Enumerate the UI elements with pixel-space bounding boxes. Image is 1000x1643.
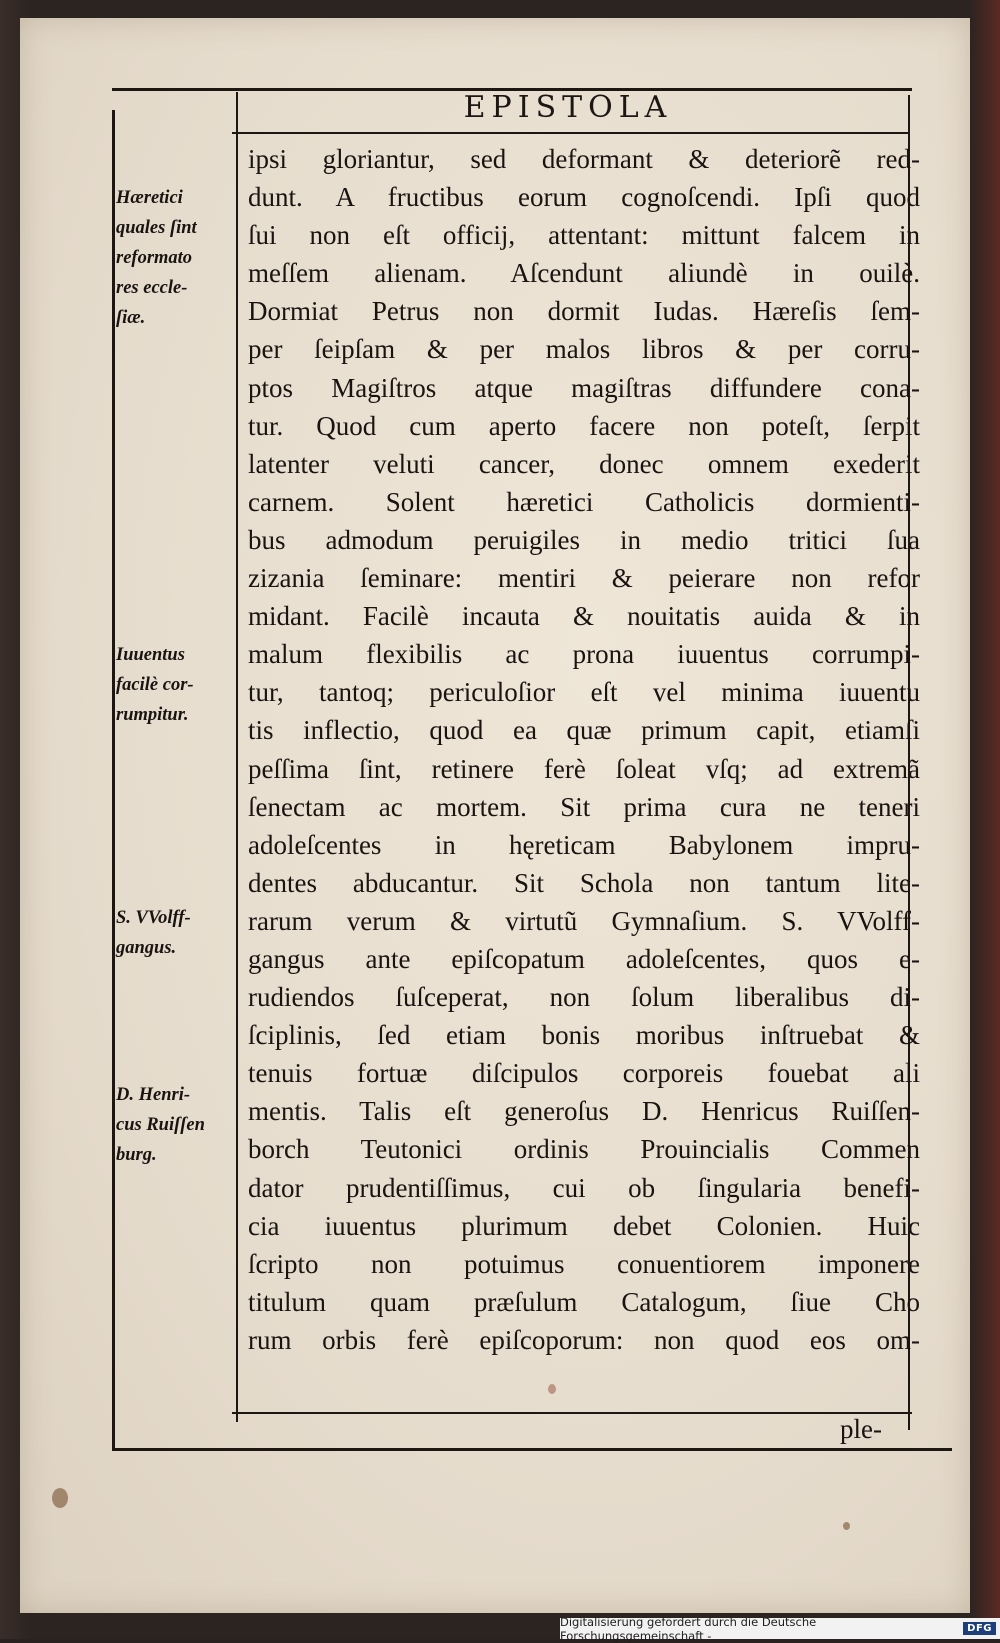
margin-note-line: Hæretici [116,188,183,208]
text-line: meſſem alienam. Aſcendunt aliundè in ouilè. [248,258,920,289]
text-line: tur. Quod cum aperto facere non poteſt, ſerpit [248,410,920,441]
paper-stain [843,1522,850,1530]
text-line: borch Teutonici ordinis Prouincialis Commen [248,1134,920,1165]
text-line: ſui non eſt officij, attentant: mittunt falcem in [248,220,920,251]
margin-note-henricus [116,1080,240,1170]
dfg-logo: DFG [963,1622,996,1635]
bottom-rule-long [112,1448,952,1451]
text-line: per ſeipſam & per malos libros & per corru- [248,334,920,365]
text-line: Dormiat Petrus non dormit Iudas. Hæreſis ſem- [248,296,920,327]
text-line: ptos Magiſtros atque magiſtras diffundere cona- [248,372,920,403]
text-line: rudiendos ſuſceperat, non ſolum liberalibus di- [248,982,920,1013]
text-line: rarum verum & virtutũ Gymnaſium. S. VVolff- [248,905,920,936]
text-line: mentis. Talis eſt generoſus D. Henricus Ruiſſen- [248,1096,920,1127]
margin-note-line: res eccle- [116,278,188,298]
text-line: cia iuuentus plurimum debet Colonien. Huic [248,1210,920,1241]
body-text [248,140,920,1359]
text-line: ipsi gloriantur, sed deformant & deteriorẽ red- [248,144,920,174]
text-line: ſcripto non potuimus conuentiorem imponere [248,1248,920,1279]
text-line: ſenectam ac mortem. Sit prima cura ne teneri [248,791,920,822]
text-line: malum flexibilis ac prona iuuentus corrumpi- [248,639,920,670]
margin-note-line: quales ſint [116,218,197,238]
margin-note-line: burg. [116,1145,157,1165]
bottom-rule [232,1412,912,1414]
text-line: dentes abducantur. Sit Schola non tantum lite- [248,867,920,898]
paper-stain [548,1384,556,1394]
text-line: ſciplinis, ſed etiam bonis moribus inſtruebat & [248,1020,920,1051]
text-line: tur, tantoq; periculoſior eſt vel minima iuuentu [248,677,920,708]
text-line: carnem. Solent hæretici Catholicis dormienti- [248,486,920,517]
margin-note-line: reformato [116,248,193,268]
margin-note-line: ſiæ. [116,308,146,328]
text-line: latenter veluti cancer, donec omnem exederit [248,448,920,479]
margin-note-line: Iuuentus [116,645,185,665]
text-line: bus admodum peruigiles in medio tritici ſua [248,524,920,555]
text-line: rum orbis ferè epiſcoporum: non quod eos om- [248,1324,920,1355]
text-line: titulum quam præſulum Catalogum, ſiue Cho [248,1286,920,1317]
margin-note-line: S. VVolff- [116,908,191,928]
text-line: tis inflectio, quod ea quæ primum capit, etiamſi [248,715,920,746]
text-line: dunt. A fructibus eorum cognoſcendi. Ipſi quod [248,182,920,213]
paper-stain [52,1488,68,1508]
margin-note-line: facilè cor- [116,675,194,695]
margin-note-haeretici [116,183,240,333]
margin-note-wolffgangus [116,903,240,963]
margin-note-line: cus Ruiſſen [116,1115,205,1135]
footer-text: Digitalisierung gefördert durch die Deutsche Forschungsgemeinschaft - [560,1614,817,1643]
margin-note-line: D. Henri- [116,1085,190,1105]
running-head: EPISTOLA [463,90,673,125]
digitization-footer [560,1614,1000,1643]
text-line: dator prudentiſſimus, cui ob ſingularia benefi- [248,1172,920,1203]
margin-note-iuuentus [116,640,240,730]
text-line: midant. Facilè incauta & nouitatis auida & in [248,601,920,632]
margin-note-line: gangus. [116,938,177,958]
text-line: zizania ſeminare: mentiri & peierare non refor [248,563,920,594]
text-line: adoleſcentes in hęreticam Babylonem impru- [248,829,920,860]
margin-border-left [112,110,115,1450]
margin-note-line: rumpitur. [116,705,189,725]
text-line: peſſima ſint, retinere ferè ſoleat vſq; ad extremã [248,753,920,784]
text-line: gangus ante epiſcopatum adoleſcentes, quos e- [248,943,920,974]
head-rule [232,132,908,134]
text-line: tenuis fortuæ diſcipulos corporeis fouebat ali [248,1058,920,1089]
catchword: ple- [840,1414,882,1444]
